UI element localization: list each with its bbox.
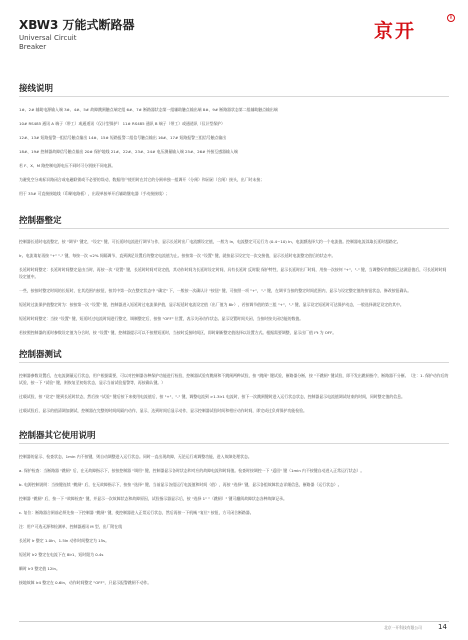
paragraph: b. 电源控制说明：当按键连续 "跳闸" 后，在无故障指示下，按按 "选择" 键，当前显示各组运行电流值和时间（值），再按 "选择" 键，显示各组故障状态详细信息，断路器（运行状态）。 [19,482,342,487]
product-title: XBW3 万能式断路器 [19,18,135,32]
section-divider [19,228,449,229]
paragraph: 短延时 Ir2 整定在电流下在 8Ir1，短时限为 0.4s [19,552,104,557]
paragraph: 12#、13# 短路报警一组信号触点输出 14#、15# 短路报警二组信号触点输出 16#、17# 短路报警三组信号触点输出 [19,135,227,140]
section-title-other: 控制器其它使用说明 [19,431,96,441]
paragraph: 1#、2# 辅助电源输入端 3#、4#、5# 故障跳闸触点端定组 6#、7# 断路器状态第一组辅助触点输出端 8#、9# 断路器状态第二组辅助触点输出端 [19,107,278,112]
footer-divider [19,621,449,622]
paragraph: 长延时时间整定：长延时时间整定是由当时，再按一次 "设置" 键，长延时时间对设定值，其动作时间为长延时设定时间，具有长延时 反时限 保护特性，显示长延时出厂时间，用按一次按何 "+"，"-" 键，当调整好的数据已达满意值后，可长延时时间设定值中。 [19,267,447,279]
paragraph: 接地故障 Ir4 整定在 0.6In，动作时间整定 "OFF"，只显示报警跳闸不动作。 [19,580,152,585]
section-title-wiring: 接线说明 [19,84,54,94]
paragraph: 长延时 Ir 整定 1.0In，1.5In 动作时间整定为 15s。 [19,538,109,543]
paragraph: a. 保护检查：当断路器 "跳闸" 后，在无故障指示下，按按控制器 "调用" 键，控制器显示各时状态和对应的故障电流和时间值。检查时按调控一下 "返回" 键（1min 内不按键自动进入正常运行状态）。 [19,468,365,473]
paragraph: c. 复位：断路器合闸前必须先按一下控制器 "跳闸" 键，使控制器进入正常运行状态，然后再按一下机械 "复位" 按钮，方可闭合断路器。 [19,510,254,515]
section-title-test: 控制器测试 [19,350,62,360]
paragraph: 18#、19# 控制器故障信号触点输出 20# 保护地线 21#、22#、23#、24# 电压测量输入端 25#、26# 外接互感器输入端 [19,149,238,154]
paragraph: 控制器长延时电流整定，按 "调节" 键定，"设定" 键，可长延时电流进行调节与作，显示长延时出厂电流额设定值，一般为 In，电流整定可运行为 (0.4~10) In，电流额选择大约一个电流值。控制器电流读取长延时超路定。 [19,239,401,244]
footer-company: 北京一开科技有限公司 [384,625,422,630]
paragraph: 若按照控制器的延时参数设定值为分合时，按 "设置" 键，控制器提示可以不按照短延时，当按时反接时间区，即时刷新整定值选择以设置方式。根据需要调整，显示出厂值 I²t 为 OFF。 [19,330,337,335]
section-divider [19,96,449,97]
paragraph: 控制器的显示、检查状态，1min 内不按键，则自动调整进入运行状态。同时一直出现故障，无论运行或调整功能，进入故障处理状态。 [19,454,252,459]
section-divider [19,443,449,444]
section-title-setting: 控制器整定 [19,216,62,226]
section-body-wiring [19,99,449,203]
section-body-test [19,365,449,417]
paragraph: 用于 35# 可直接接地线（印刷电路板），出现单接单开后辅助继电器（手动接接线）； [19,191,170,196]
page-number: 14 [438,623,447,631]
paragraph: 控制器参数设置后，在电流测量运行状态，用户根据需要，可以对控制器各种保护功能进行检验，控制器试验有跳闸和不跳闸两种试验，按 "跳闸" 键试验，断路器分断，按 "不跳闸" 键试验，即不发出跳闸指令，断路器不分断。（注：1. 保护动作后的试验，按一下 "试验" 键，则恢复至初始状态，显示当前试验报警等，再按确认键。） [19,373,449,385]
section-body-setting [19,231,449,337]
paragraph: 为避免空分或标识路闭合或电磁联锁或不必要的误动，数据用户使用时在其它的分闸单独一组调开（分闸）和闭闭（合闸）接头，出厂时未接； [19,177,265,182]
section-body-other [19,446,449,614]
paragraph: 短延时过流保护值整定时为：按按第一次 "设置" 键，控制器进入短延时过电流保护值，显示短延时电流设定值（出厂值为 8Ir），若按调节值的第三组 "+"，"-" 键，显示设定短延时可达保护动态，一般选择满足设定的其中。 [19,302,404,307]
paragraph: 若 F、X、M 路控制电源电压不同时可分别接不同电源。 [19,163,116,168]
product-subtitle-en-2: Breaker [19,43,47,51]
paragraph: 过载试验，按 "设定" 键到长延时状态，然后按 "试验" 键后按下来使用电流值后，按 "+"，"-" 键，调整电流到 >1.3Ir1 电流时，按下一次跳闸键时进入运行状态状态，控制器显示电流值调试结束的时间，同时整定值的信息。 [19,394,405,399]
product-subtitle-en: Universal Circuit [19,34,77,42]
paragraph: 控制器 "跳闸" 后，按一下 "故障检查" 键，并显示一次故障状态和故障原因，试验指示器显示后，按 "选择 1" "（跳闸）" 键可翻阅故障状态各种故障记录。 [19,496,287,501]
section-divider [19,362,449,363]
registered-mark-icon: R [447,14,455,22]
paragraph: 瞬时 Ir3 整定值 12In。 [19,566,60,571]
page-header [0,0,468,80]
paragraph: 10# RS485 通讯 A 端子（带工）或通道讯（仅计型保护） 11# RS485 通讯 B 端子（带工）或通道讯（仅计型保护） [19,121,225,126]
note: 注：用户可选无源和检测单，控制器通讯 M 型，出厂附在线 [19,524,123,529]
brand-logo: 京开 [374,20,417,42]
paragraph: 一些，按按时整定时间的长短时，在其范围内按钮，按其中第一次在整定状态中 "确定" 下，一般按一次确认计 "按钮" 键，可按照一项 "+"，"-" 键，在调节当按的整定时间范围内，显示与设定整定值的按钮状态，修改按钮确认。 [19,288,412,293]
paragraph: Ir。电流请复再按 "+" "-" 键，每按一次 <2% 间隔调节，直到满足设置后的整定电流值为止。按按第一次 "设置" 键，就按显示设定完一次交接值，显示长延时电流整定值后的状态中。 [19,253,336,258]
paragraph: 过载试验后，显示的值清调加测试，控制器在完整的时间间隔内动作，显示，达到时间后显示动作，显示控制器试验时间和相应动作时间，即完成过负荷保护功能检验。 [19,408,307,413]
paragraph: 短延时时间整定：当按 "设置" 键，短延时过电流时间进行整定，调制整定后，按按 "OFF" 位置，表示关闭动作状态。显示设置时间关闭，当按时按关闭功能的数值。 [19,316,304,321]
